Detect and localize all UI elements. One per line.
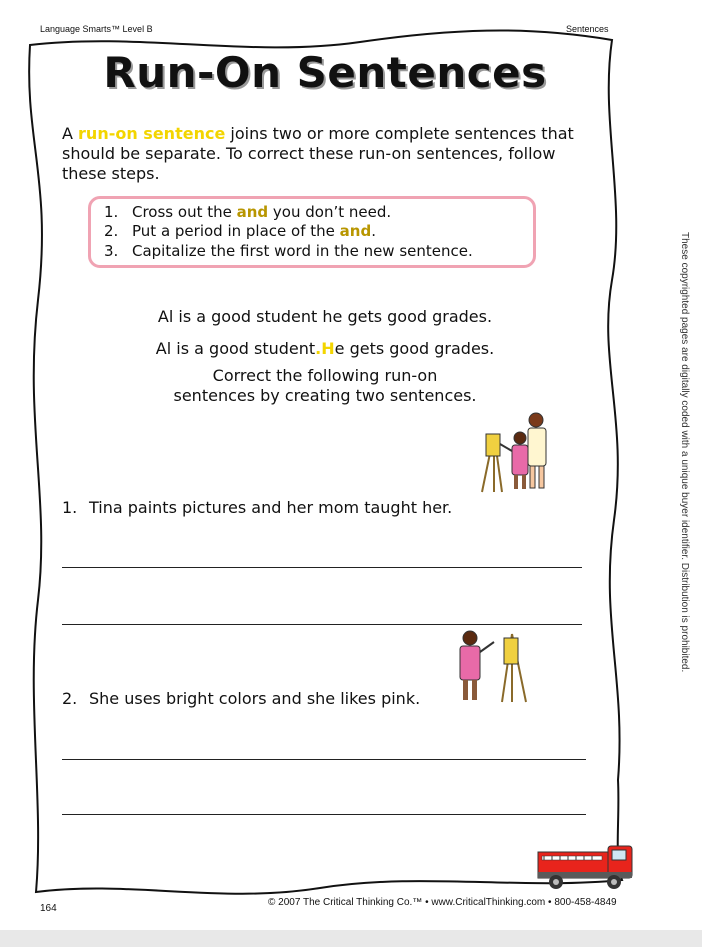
step-item <box>104 203 391 221</box>
question-2 <box>62 689 420 708</box>
distribution-notice: These copyrighted pages are digitally coded with a unique buyer identifier. Distribution is prohibited. <box>679 232 690 673</box>
instruction-line2: sentences by creating two sentences. <box>173 386 477 405</box>
answer-line[interactable] <box>62 567 582 568</box>
step-text: Cross out the <box>132 203 237 221</box>
intro-line1-rest: joins two or more complete sentences that <box>225 124 574 143</box>
question-number: 1. <box>62 498 78 517</box>
step-text: Put a period in place of the <box>132 222 340 240</box>
corrected-part2: e gets good grades. <box>334 339 495 358</box>
intro-paragraph <box>62 124 602 184</box>
run-on-term: run-on sentence <box>78 124 226 143</box>
step-number: 2. <box>104 222 119 240</box>
question-number: 2. <box>62 689 78 708</box>
example-run-on: Al is a good student he gets good grades. <box>157 307 493 326</box>
header-topic-label: Sentences <box>566 24 609 34</box>
intro-line3: these steps. <box>62 164 160 183</box>
inserted-period: . <box>315 339 322 358</box>
copyright-notice: © 2007 The Critical Thinking Co.™ • www.CriticalThinking.com • 800-458-4849 <box>268 897 617 908</box>
viewer-bottom-strip <box>0 930 702 947</box>
step-text: Capitalize the first word in the new sentence. <box>132 242 473 260</box>
capital-letter: H <box>321 339 335 358</box>
page-title: Run-On Sentences <box>103 48 547 97</box>
painter-girl-illustration <box>452 628 532 704</box>
example-corrected <box>0 339 650 358</box>
header-series-label: Language Smarts™ Level B <box>40 24 153 34</box>
question-text: Tina paints pictures and her mom taught her. <box>89 498 453 517</box>
step-number: 1. <box>104 203 119 221</box>
answer-line[interactable] <box>62 759 586 760</box>
step-item <box>104 222 376 240</box>
corrected-part1: Al is a good student <box>155 339 316 358</box>
question-text: She uses bright colors and she likes pink. <box>89 689 421 708</box>
step-highlight: and <box>339 222 372 240</box>
step-item <box>104 242 473 260</box>
step-text-end: . <box>371 222 376 240</box>
intro-line2: should be separate. To correct these run-on sentences, follow <box>62 144 556 163</box>
step-number: 3. <box>104 242 119 260</box>
page-number: 164 <box>40 903 57 914</box>
fire-truck-illustration <box>536 842 636 892</box>
question-1 <box>62 498 452 517</box>
instruction-line1: Correct the following run-on <box>212 366 438 385</box>
step-text-end: you don’t need. <box>268 203 392 221</box>
intro-prefix: A <box>62 124 79 143</box>
answer-line[interactable] <box>62 814 586 815</box>
answer-line[interactable] <box>62 624 582 625</box>
painter-mother-daughter-illustration <box>474 406 560 496</box>
step-highlight: and <box>236 203 269 221</box>
